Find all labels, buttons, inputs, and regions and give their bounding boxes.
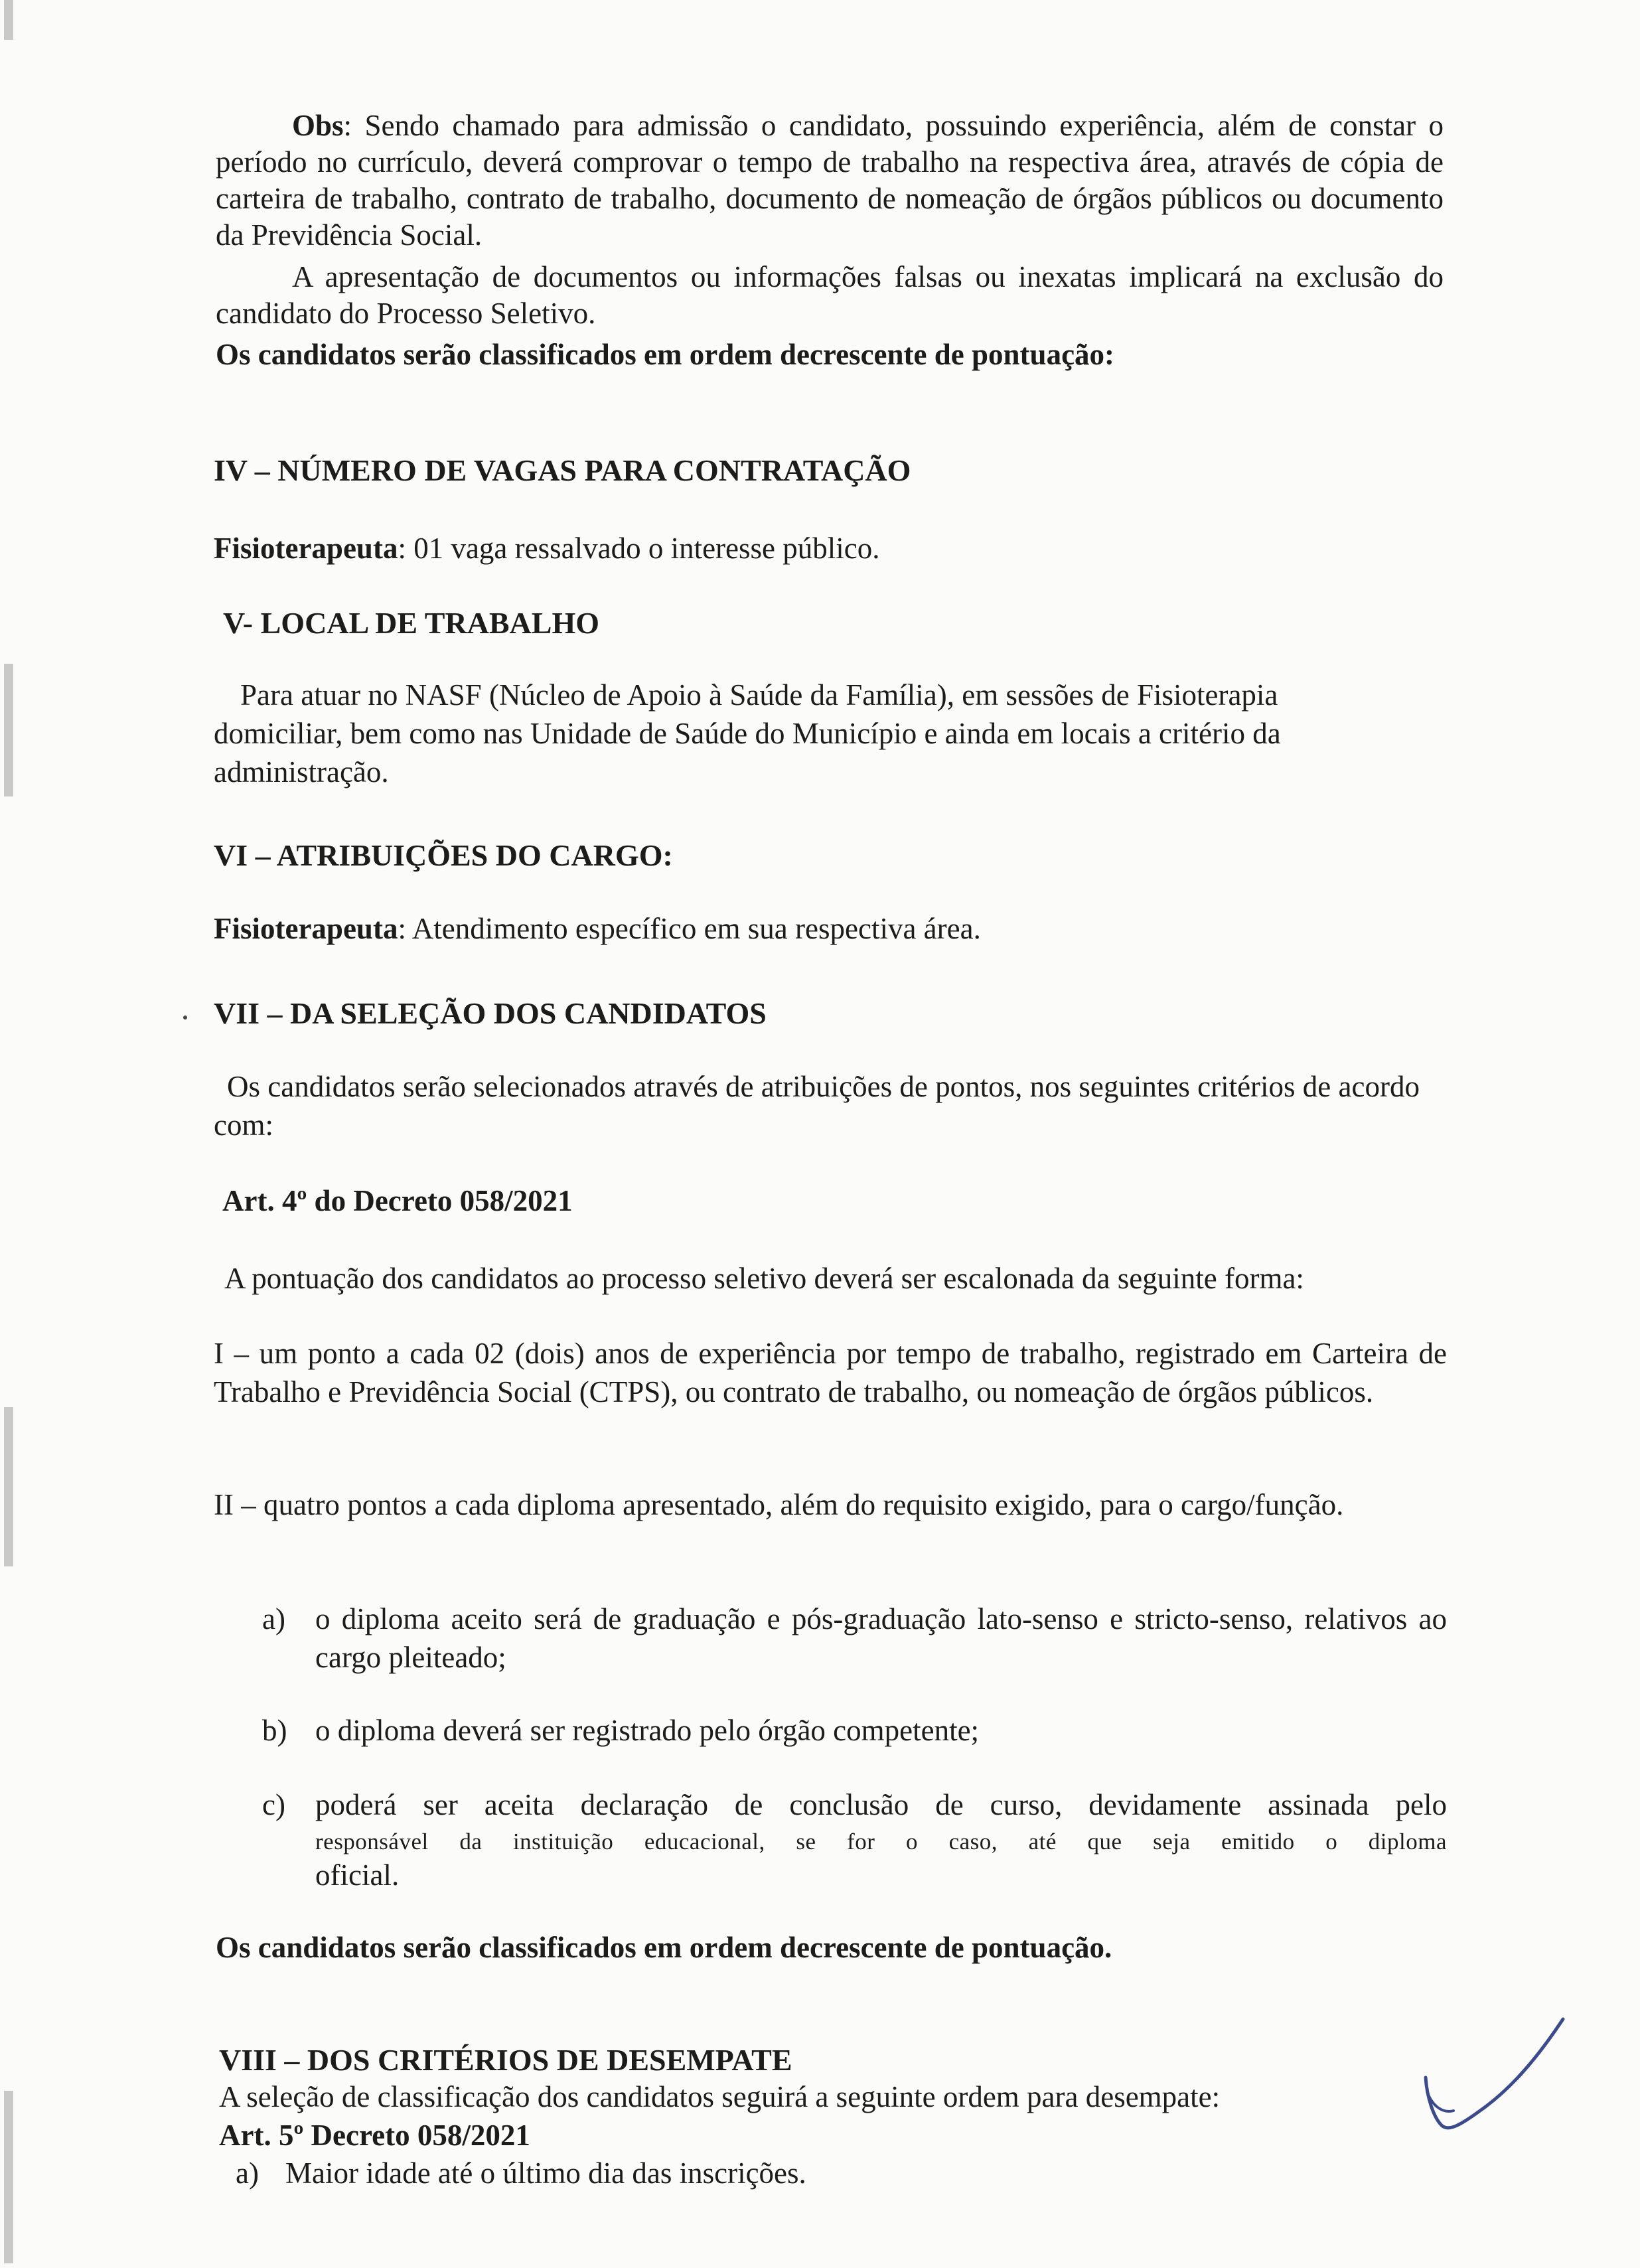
handwritten-check-mark — [1407, 2011, 1580, 2144]
obs-label: Obs — [292, 109, 344, 142]
item-marker: a) — [236, 2156, 259, 2190]
section-vi-text: : Atendimento específico em sua respectiva área. — [398, 912, 981, 945]
scan-edge-mark — [4, 1407, 13, 1566]
section-v-heading: V- LOCAL DE TRABALHO — [223, 606, 600, 640]
section-vii-intro: Os candidatos serão selecionados através de atribuições de pontos, nos seguintes critérios de acordo com: — [214, 1070, 1420, 1142]
obs-paragraph — [216, 108, 1444, 254]
sub-item-text-small: responsável da instituição educacional, se for o caso, até que seja emitido o diploma — [315, 1829, 1447, 1854]
ranking-note-top: Os candidatos serão classificados em ordem decrescente de pontuação: — [216, 338, 1115, 371]
section-viii-intro: A seleção de classificação dos candidatos seguirá a seguinte ordem para desempate: — [219, 2080, 1221, 2113]
sub-item-marker: a) — [262, 1602, 285, 1635]
section-vi-heading: VI – ATRIBUIÇÕES DO CARGO: — [214, 838, 673, 872]
sub-item-text: o diploma aceito será de graduação e pós-graduação lato-senso e stricto-senso, relativos ao cargo pleiteado; — [315, 1602, 1447, 1674]
section-vii-heading: VII – DA SELEÇÃO DOS CANDIDATOS — [214, 996, 767, 1030]
sub-item-marker: b) — [262, 1714, 287, 1747]
section-iv-label: Fisioterapeuta — [214, 532, 398, 565]
obs-text: : Sendo chamado para admissão o candidato, possuindo experiência, além de constar o período no currículo, deverá comprovar o tempo de trabalho na respectiva área, através de cópia de carteira de trabalho, contrato de trabalho, documento de nomeação de órgãos públicos ou documento da Previdência Social. — [216, 109, 1444, 252]
stray-dot — [183, 1016, 187, 1020]
section-iv-paragraph — [214, 529, 1442, 567]
section-v-text: Para atuar no NASF (Núcleo de Apoio à Saúde da Família), em sessões de Fisioterapia domiciliar, bem como nas Unidade de Saúde do Município e ainda em locais a critério da administração. — [214, 678, 1281, 789]
section-viii-heading: VIII – DOS CRITÉRIOS DE DESEMPATE — [219, 2043, 792, 2077]
scan-edge-mark — [4, 664, 13, 796]
section-vii-ranking-note: Os candidatos serão classificados em ordem decrescente de pontuação. — [216, 1931, 1112, 1964]
sub-item-text-tail: oficial. — [315, 1858, 400, 1892]
section-viii-article: Art. 5º Decreto 058/2021 — [219, 2119, 530, 2152]
section-vii-scoring-intro: A pontuação dos candidatos ao processo seletivo deverá ser escalonada da seguinte forma: — [224, 1262, 1304, 1295]
sub-item-text: o diploma deverá ser registrado pelo órgão competente; — [315, 1714, 980, 1747]
section-vii-item-ii: II – quatro pontos a cada diploma apresentado, além do requisito exigido, para o cargo/função. — [214, 1488, 1344, 1521]
false-docs-paragraph: A apresentação de documentos ou informações falsas ou inexatas implicará na exclusão do candidato do Processo Seletivo. — [216, 260, 1444, 330]
item-text: Maior idade até o último dia das inscrições. — [285, 2156, 806, 2190]
section-vii-article: Art. 4º do Decreto 058/2021 — [222, 1184, 573, 1217]
scan-edge-mark — [4, 2091, 13, 2263]
sub-item-marker: c) — [262, 1788, 285, 1821]
sub-item-text: poderá ser aceita declaração de conclusão de curso, devidamente assinada pelo — [315, 1788, 1447, 1821]
section-vi-paragraph — [214, 909, 1442, 948]
section-iv-text: : 01 vaga ressalvado o interesse público. — [398, 532, 880, 565]
section-vi-label: Fisioterapeuta — [214, 912, 398, 945]
section-iv-heading: IV – NÚMERO DE VAGAS PARA CONTRATAÇÃO — [214, 453, 911, 487]
section-vii-item-i: I – um ponto a cada 02 (dois) anos de experiência por tempo de trabalho, registrado em Carteira de Trabalho e Previdência Social (CTPS), ou contrato de trabalho, ou nomeação de órgãos públicos. — [214, 1337, 1447, 1408]
scan-edge-mark — [4, 0, 13, 40]
